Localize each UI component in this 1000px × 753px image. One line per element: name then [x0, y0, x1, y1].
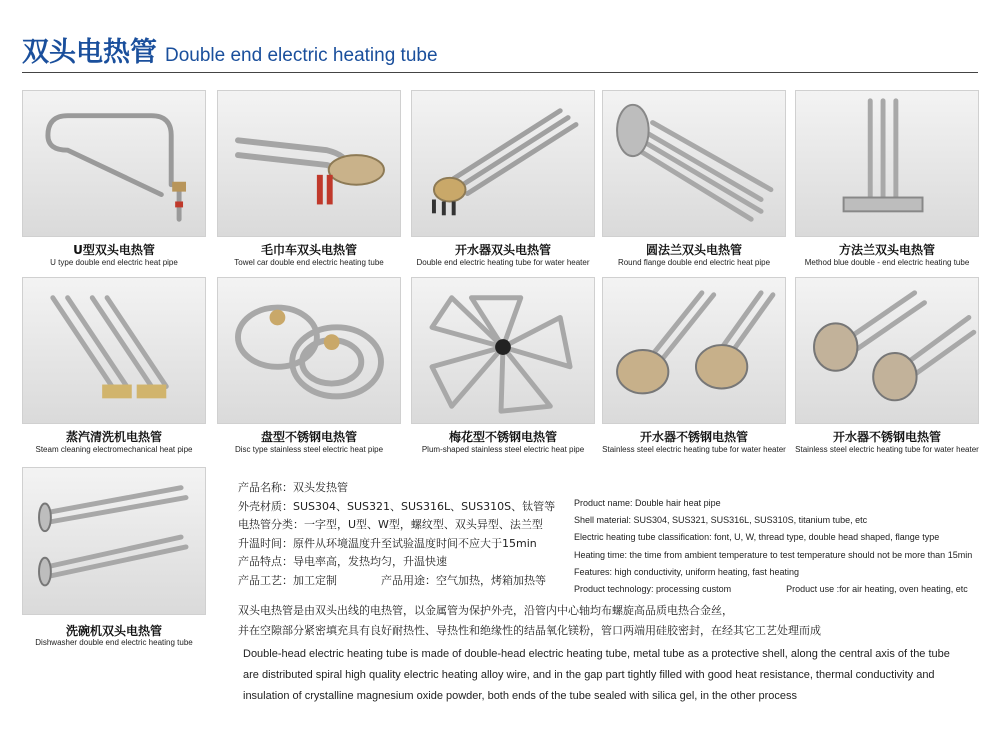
description-en-line: are distributed spiral high quality electric heating alloy wire, and in the gap part tightly filled with good heat resistance, thermal conductivity and — [243, 669, 935, 681]
description-en — [243, 644, 983, 707]
spec-use: 产品用途：空气加热，烤箱加热等 — [381, 573, 546, 587]
header-divider — [22, 72, 978, 73]
product-photo — [22, 90, 206, 237]
spec-tech-use-row — [238, 572, 568, 591]
spec-classification: 电热管分类：一字型，U型、W型，螺纹型、双头异型、法兰型 — [238, 518, 543, 532]
product-photo — [217, 90, 401, 237]
product-name-en: Round flange double end electric heat pipe — [617, 258, 771, 267]
specs-en — [574, 495, 984, 598]
spec-en-use: Product use :for air heating, oven heating, etc — [786, 584, 968, 595]
description-cn-line: 双头电热管是由双头出线的电热管，以金属管为保护外壳，沿管内中心轴均布螺旋高品质电热合金丝， — [238, 604, 733, 617]
product-photo — [22, 467, 206, 615]
spec-en-classification: Electric heating tube classification: font, U, W, thread type, double head shaped, flange type — [574, 532, 940, 543]
product-name-cn: 洗碗机双头电热管 — [65, 624, 162, 638]
product-name-en: Double end electric heating tube for water heater — [416, 258, 590, 267]
product-name-cn: 开水器双头电热管 — [454, 243, 551, 257]
spec-product-name: 产品名称：双头发热管 — [238, 481, 348, 494]
product-photo — [411, 90, 595, 237]
product-photo — [217, 277, 401, 424]
spec-technology: 产品工艺：加工定制 — [238, 573, 337, 587]
description-en-line: Double-head electric heating tube is made of double-head electric heating tube, metal tube as a protective shell, along the central axis of the tube — [243, 648, 950, 660]
product-name-en: Steam cleaning electromechanical heat pipe — [35, 445, 193, 454]
spec-en-features: Features: high conductivity, uniform heating, fast heating — [574, 566, 799, 577]
spec-features: 产品特点：导电率高，发热均匀，升温快速 — [238, 555, 447, 569]
product-photo — [411, 277, 595, 424]
product-photo — [795, 277, 979, 424]
product-name-en: Stainless steel electric heating tube for water heater — [795, 445, 979, 454]
specs-cn — [238, 479, 568, 591]
spec-shell: 外壳材质：SUS304、SUS321、SUS316L、SUS310S、钛管等 — [238, 499, 556, 513]
product-name-cn: 梅花型不锈钢电热管 — [448, 430, 557, 444]
product-name-cn: 毛巾车双头电热管 — [260, 243, 357, 257]
page-title-cn: 双头电热管 — [22, 37, 157, 68]
product-name-cn: 盘型不锈钢电热管 — [260, 430, 357, 444]
product-photo — [602, 277, 786, 424]
product-name-en: Disc type stainless steel electric heat pipe — [234, 445, 384, 454]
spec-en-shell: Shell material: SUS304, SUS321, SUS316L, SUS310S, titanium tube, etc — [574, 515, 868, 526]
product-name-en: U type double end electric heat pipe — [50, 258, 178, 267]
product-name-en: Dishwasher double end electric heating tube — [35, 638, 193, 647]
spec-en-tech-use-row — [574, 581, 984, 598]
product-name-cn: 方法兰双头电热管 — [838, 243, 935, 257]
product-name-cn: 蒸汽清洗机电热管 — [65, 430, 162, 444]
description-cn — [238, 601, 978, 641]
spec-en-heating-time: Heating time: the time from ambient temperature to test temperature should not be more than 15min — [574, 549, 973, 560]
description-en-line: insulation of crystalline magnesium oxide powder, both ends of the tube sealed with silica gel, in the other process — [243, 690, 797, 702]
product-name-cn: U型双头电热管 — [73, 243, 155, 257]
spec-heating-time: 升温时间：原件从环境温度升至试验温度时间不应大于15min — [238, 536, 537, 550]
spec-en-technology: Product technology: processing custom — [574, 584, 732, 595]
spec-en-product-name: Product name: Double hair heat pipe — [574, 498, 721, 508]
product-name-en: Plum-shaped stainless steel electric heat pipe — [421, 445, 585, 454]
product-name-cn: 开水器不锈钢电热管 — [639, 430, 748, 444]
product-name-en: Stainless steel electric heating tube for water heater — [602, 445, 786, 454]
page-header — [22, 30, 438, 70]
product-name-en: Towel car double end electric heating tube — [234, 258, 384, 267]
product-name-en: Method blue double - end electric heating tube — [804, 258, 970, 267]
product-photo — [602, 90, 786, 237]
product-name-cn: 开水器不锈钢电热管 — [832, 430, 941, 444]
description-cn-line: 并在空隙部分紧密填充具有良好耐热性、导热性和绝缘性的结晶氧化镁粉，管口两端用硅胶密封，在经其它工艺处理而成 — [238, 624, 821, 637]
product-photo — [795, 90, 979, 237]
product-photo — [22, 277, 206, 424]
page-title-en: Double end electric heating tube — [165, 45, 438, 66]
product-name-cn: 圆法兰双头电热管 — [645, 243, 742, 257]
